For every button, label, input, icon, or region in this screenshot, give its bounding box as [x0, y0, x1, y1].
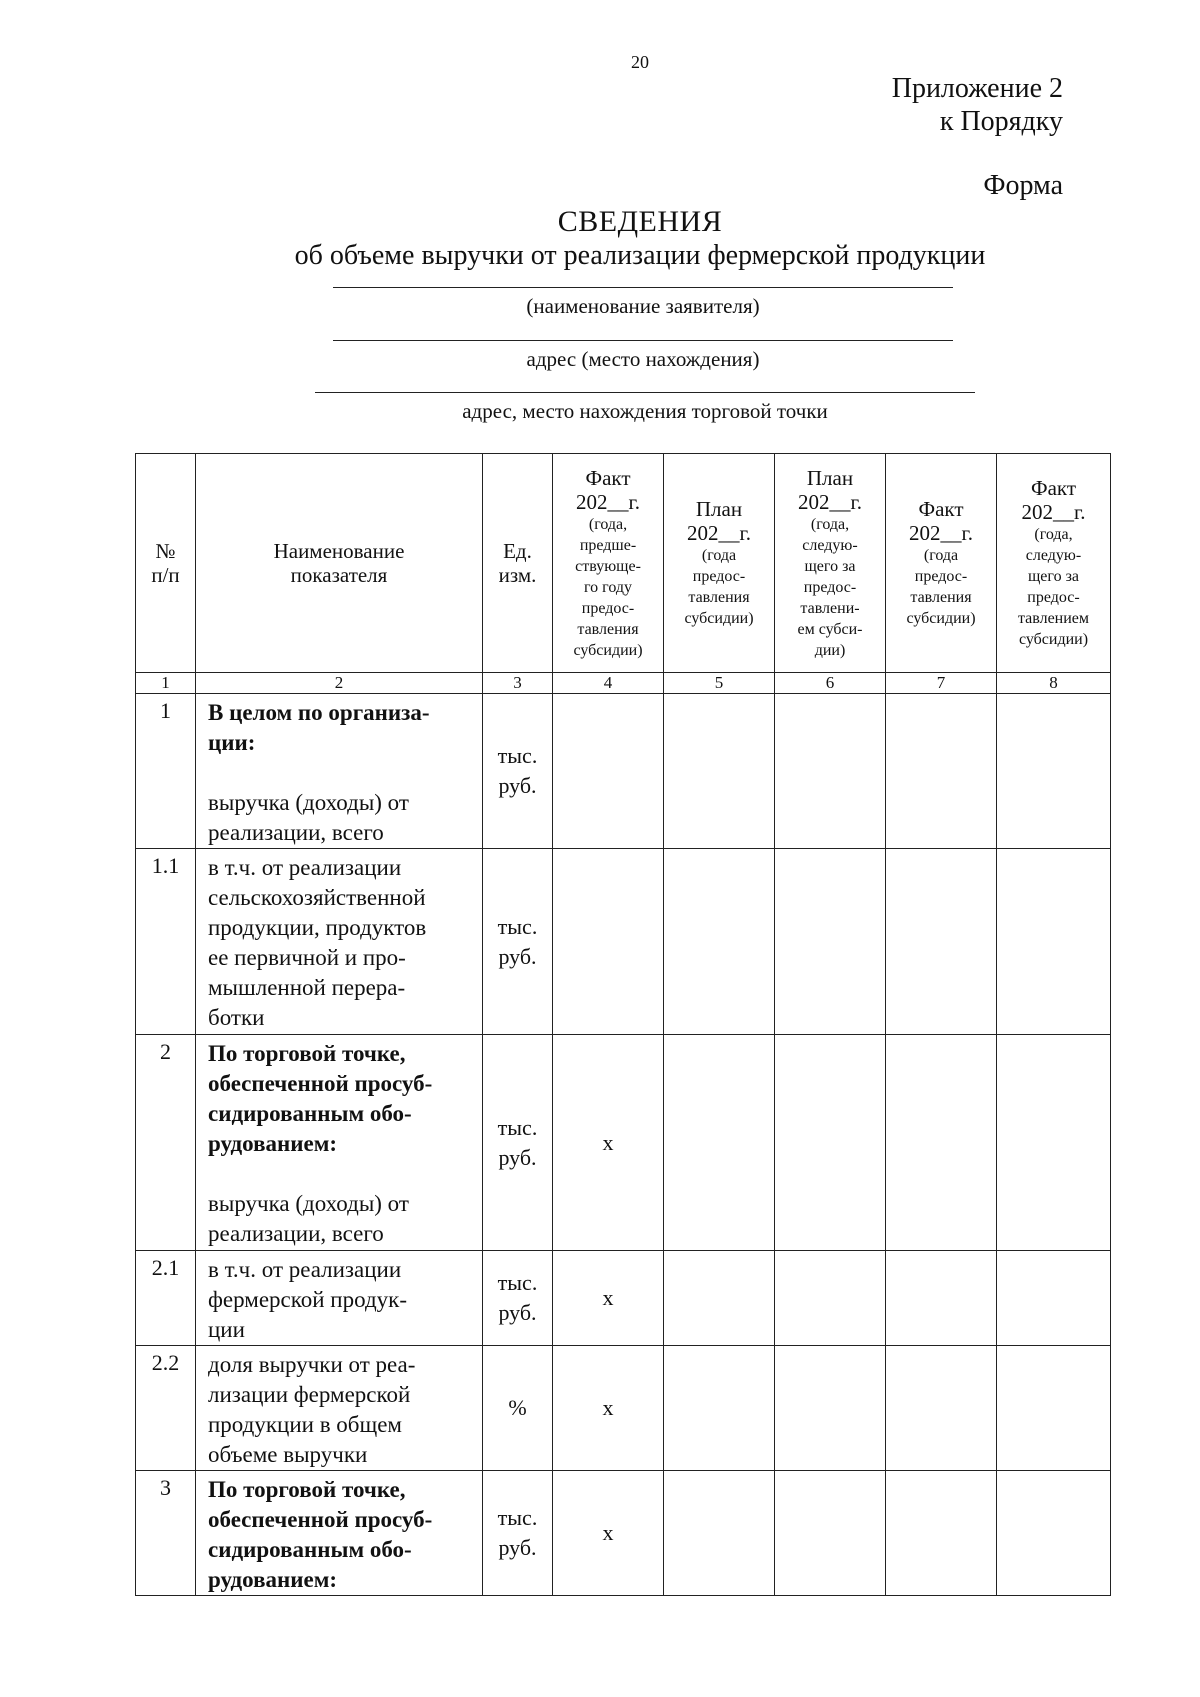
- row-indicator-name: в т.ч. от реализации фермерской продук- ции: [196, 1251, 483, 1346]
- cell-col-5[interactable]: [664, 849, 775, 1035]
- table-row: [136, 1035, 1111, 1251]
- cell-col-4[interactable]: [553, 849, 664, 1035]
- table-row: [136, 849, 1111, 1035]
- column-number: 6: [775, 673, 886, 694]
- cell-col-7[interactable]: [886, 1346, 997, 1471]
- row-unit: тыс. руб.: [483, 694, 553, 849]
- row-indicator-name: По торговой точке, обеспеченной просуб- сидированным обо- рудованием:: [196, 1471, 483, 1596]
- cell-col-4: x: [553, 1251, 664, 1346]
- cell-col-6[interactable]: [775, 1346, 886, 1471]
- trade-point-caption: адрес, место нахождения торговой точки: [462, 399, 828, 423]
- row-indicator-name: В целом по организа- ции: выручка (доходы) от реализации, всего: [196, 694, 483, 849]
- appendix-line-1: Приложение 2: [891, 73, 1063, 104]
- cell-col-7[interactable]: [886, 1035, 997, 1251]
- header-fact-previous-year: Факт 202__г. (года, предше- ствующе- го году предос- тавления субсидии): [553, 454, 664, 673]
- address-line: [333, 340, 953, 341]
- applicant-caption: (наименование заявителя): [526, 294, 760, 318]
- cell-col-6[interactable]: [775, 694, 886, 849]
- column-number: 2: [196, 673, 483, 694]
- row-indicator-name: доля выручки от реа- лизации фермерской продукции в общем объеме выручки: [196, 1346, 483, 1471]
- header-fact-next-year: Факт 202__г. (года, следую- щего за предос- тавлением субсидии): [997, 454, 1111, 673]
- cell-col-7[interactable]: [886, 1471, 997, 1596]
- revenue-table: [135, 453, 1111, 1596]
- row-number: 2.2: [136, 1346, 196, 1471]
- row-unit: тыс. руб.: [483, 1471, 553, 1596]
- column-number: 7: [886, 673, 997, 694]
- cell-col-7[interactable]: [886, 694, 997, 849]
- header-plan-next-year: План 202__г. (года, следую- щего за предос- тавлени- ем субси- дии): [775, 454, 886, 673]
- row-unit: тыс. руб.: [483, 849, 553, 1035]
- cell-col-8[interactable]: [997, 1035, 1111, 1251]
- header-fact-subsidy-year: Факт 202__г. (года предос- тавления субсидии): [886, 454, 997, 673]
- row-unit: тыс. руб.: [483, 1035, 553, 1251]
- form-label: Форма: [983, 170, 1063, 201]
- cell-col-8[interactable]: [997, 1471, 1111, 1596]
- appendix-note: [892, 72, 1063, 138]
- document-subtitle: об объеме выручки от реализации фермерской продукции: [294, 240, 986, 271]
- cell-col-8[interactable]: [997, 1251, 1111, 1346]
- cell-col-4[interactable]: [553, 694, 664, 849]
- cell-col-5[interactable]: [664, 694, 775, 849]
- applicant-line: [333, 287, 953, 288]
- column-number: 1: [136, 673, 196, 694]
- column-numbers-row: [136, 673, 1111, 694]
- column-number: 5: [664, 673, 775, 694]
- table-row: [136, 1346, 1111, 1471]
- cell-col-6[interactable]: [775, 1251, 886, 1346]
- cell-col-5[interactable]: [664, 1471, 775, 1596]
- row-indicator-name: По торговой точке, обеспеченной просуб- сидированным обо- рудованием: выручка (доходы) от реализации, всего: [196, 1035, 483, 1251]
- header-plan-subsidy-year: План 202__г. (года предос- тавления субсидии): [664, 454, 775, 673]
- cell-col-7[interactable]: [886, 1251, 997, 1346]
- cell-col-8[interactable]: [997, 849, 1111, 1035]
- table-row: [136, 1251, 1111, 1346]
- cell-col-7[interactable]: [886, 849, 997, 1035]
- table-row: [136, 694, 1111, 849]
- row-indicator-name: в т.ч. от реализации сельскохозяйственной продукции, продуктов ее первичной и про- мышленной перера- ботки: [196, 849, 483, 1035]
- column-number: 3: [483, 673, 553, 694]
- cell-col-5[interactable]: [664, 1251, 775, 1346]
- appendix-line-2: к Порядку: [939, 106, 1063, 137]
- cell-col-4: x: [553, 1035, 664, 1251]
- address-caption: адрес (место нахождения): [526, 347, 760, 371]
- cell-col-5[interactable]: [664, 1346, 775, 1471]
- cell-col-4: x: [553, 1346, 664, 1471]
- table-header-row: [136, 454, 1111, 673]
- table-row: [136, 1471, 1111, 1596]
- row-number: 1.1: [136, 849, 196, 1035]
- page-number: 20: [631, 52, 649, 72]
- column-number: 8: [997, 673, 1111, 694]
- cell-col-8[interactable]: [997, 1346, 1111, 1471]
- cell-col-8[interactable]: [997, 694, 1111, 849]
- column-number: 4: [553, 673, 664, 694]
- row-number: 2: [136, 1035, 196, 1251]
- row-number: 2.1: [136, 1251, 196, 1346]
- document-title: СВЕДЕНИЯ: [557, 205, 723, 238]
- header-indicator-name: Наименование показателя: [196, 454, 483, 673]
- row-number: 1: [136, 694, 196, 849]
- cell-col-6[interactable]: [775, 1471, 886, 1596]
- row-unit: %: [483, 1346, 553, 1471]
- cell-col-5[interactable]: [664, 1035, 775, 1251]
- cell-col-4: x: [553, 1471, 664, 1596]
- header-number: № п/п: [136, 454, 196, 673]
- cell-col-6[interactable]: [775, 1035, 886, 1251]
- row-unit: тыс. руб.: [483, 1251, 553, 1346]
- row-number: 3: [136, 1471, 196, 1596]
- trade-point-line: [315, 392, 975, 393]
- cell-col-6[interactable]: [775, 849, 886, 1035]
- header-unit: Ед. изм.: [483, 454, 553, 673]
